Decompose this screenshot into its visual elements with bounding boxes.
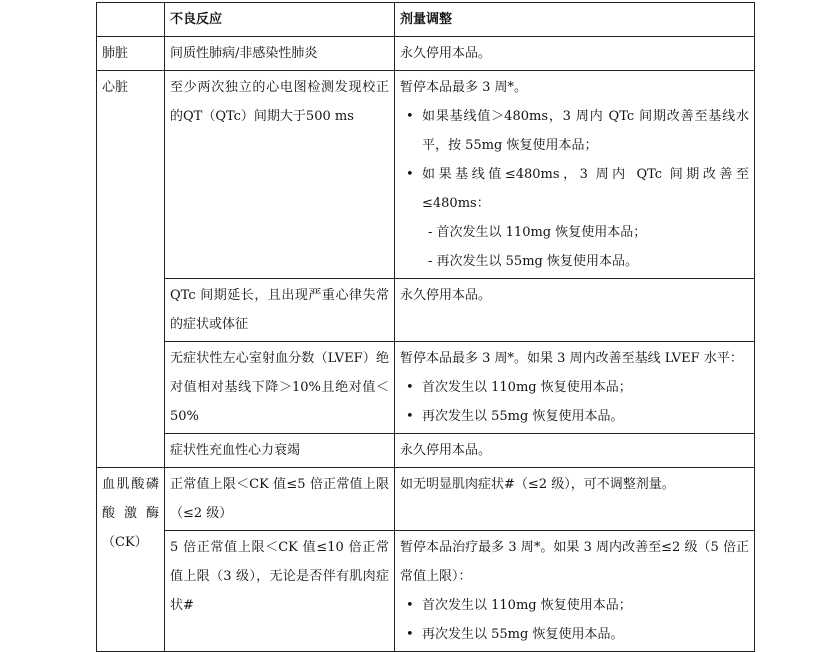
adjust-cell: 如无明显肌肉症状#（≤2 级），可不调整剂量。 (395, 468, 755, 531)
adjust-cell (395, 342, 755, 434)
reaction-cell: 至少两次独立的心电图检测发现校正的QT（QTc）间期大于500 ms (165, 71, 395, 279)
adjust-text: 暂停本品最多 3 周*。如果 3 周内改善至基线 LVEF 水平： (400, 351, 743, 366)
adjust-cell (395, 71, 755, 279)
list-item-text: 如果基线值＞480ms，3 周内 QTc 间期改善至基线水平，按 55mg 恢复使用本品； (422, 109, 749, 153)
table-row (97, 279, 755, 342)
dose-adjustment-table (96, 2, 755, 652)
list-item (400, 160, 749, 218)
sub-item: - 再次发生以 55mg 恢复使用本品。 (428, 254, 638, 269)
adjust-cell (395, 531, 755, 652)
table-row (97, 468, 755, 531)
list-item-text: 首次发生以 110mg 恢复使用本品； (422, 598, 632, 613)
list-item (400, 373, 749, 402)
list-item (400, 620, 749, 649)
reaction-cell: 5 倍正常值上限＜CK 值≤10 倍正常值上限（3 级），无论是否伴有肌肉症状# (165, 531, 395, 652)
organ-cell: 血肌酸磷酸激酶（CK） (97, 468, 165, 652)
adjust-text: 暂停本品最多 3 周*。 (400, 80, 528, 95)
list-item-text: 首次发生以 110mg 恢复使用本品； (422, 380, 632, 395)
table-row (97, 531, 755, 652)
bullet-icon: • (406, 409, 414, 424)
list-item-text: 再次发生以 55mg 恢复使用本品。 (422, 627, 624, 642)
bullet-icon: • (406, 167, 414, 182)
adjust-cell: 永久停用本品。 (395, 434, 755, 468)
bullet-icon: • (406, 109, 414, 124)
adjust-text: 暂停本品治疗最多 3 周*。如果 3 周内改善至≤2 级（5 倍正常值上限）： (400, 540, 749, 584)
table-row (97, 342, 755, 434)
list-item-text: 再次发生以 55mg 恢复使用本品。 (422, 409, 624, 424)
sub-item: - 首次发生以 110mg 恢复使用本品； (428, 225, 647, 240)
organ-cell: 心脏 (97, 71, 165, 468)
header-adverse-reaction: 不良反应 (165, 3, 395, 37)
list-item (400, 591, 749, 620)
organ-cell: 肺脏 (97, 37, 165, 71)
header-organ (97, 3, 165, 37)
list-item (400, 402, 749, 431)
table-header-row (97, 3, 755, 37)
bullet-icon: • (406, 627, 414, 642)
table-row (97, 71, 755, 279)
reaction-cell: 无症状性左心室射血分数（LVEF）绝对值相对基线下降＞10%且绝对值＜50% (165, 342, 395, 434)
list-item-text: 如果基线值≤480ms，3 周内 QTc 间期改善至≤480ms： (422, 167, 749, 211)
reaction-cell: 正常值上限＜CK 值≤5 倍正常值上限（≤2 级） (165, 468, 395, 531)
bullet-icon: • (406, 380, 414, 395)
adjust-cell: 永久停用本品。 (395, 279, 755, 342)
reaction-cell: 间质性肺病/非感染性肺炎 (165, 37, 395, 71)
reaction-cell: 症状性充血性心力衰竭 (165, 434, 395, 468)
table-row (97, 37, 755, 71)
reaction-cell: QTc 间期延长，且出现严重心律失常的症状或体征 (165, 279, 395, 342)
header-dose-adjustment: 剂量调整 (395, 3, 755, 37)
list-item (400, 102, 749, 160)
adjust-cell: 永久停用本品。 (395, 37, 755, 71)
bullet-icon: • (406, 598, 414, 613)
table-row (97, 434, 755, 468)
